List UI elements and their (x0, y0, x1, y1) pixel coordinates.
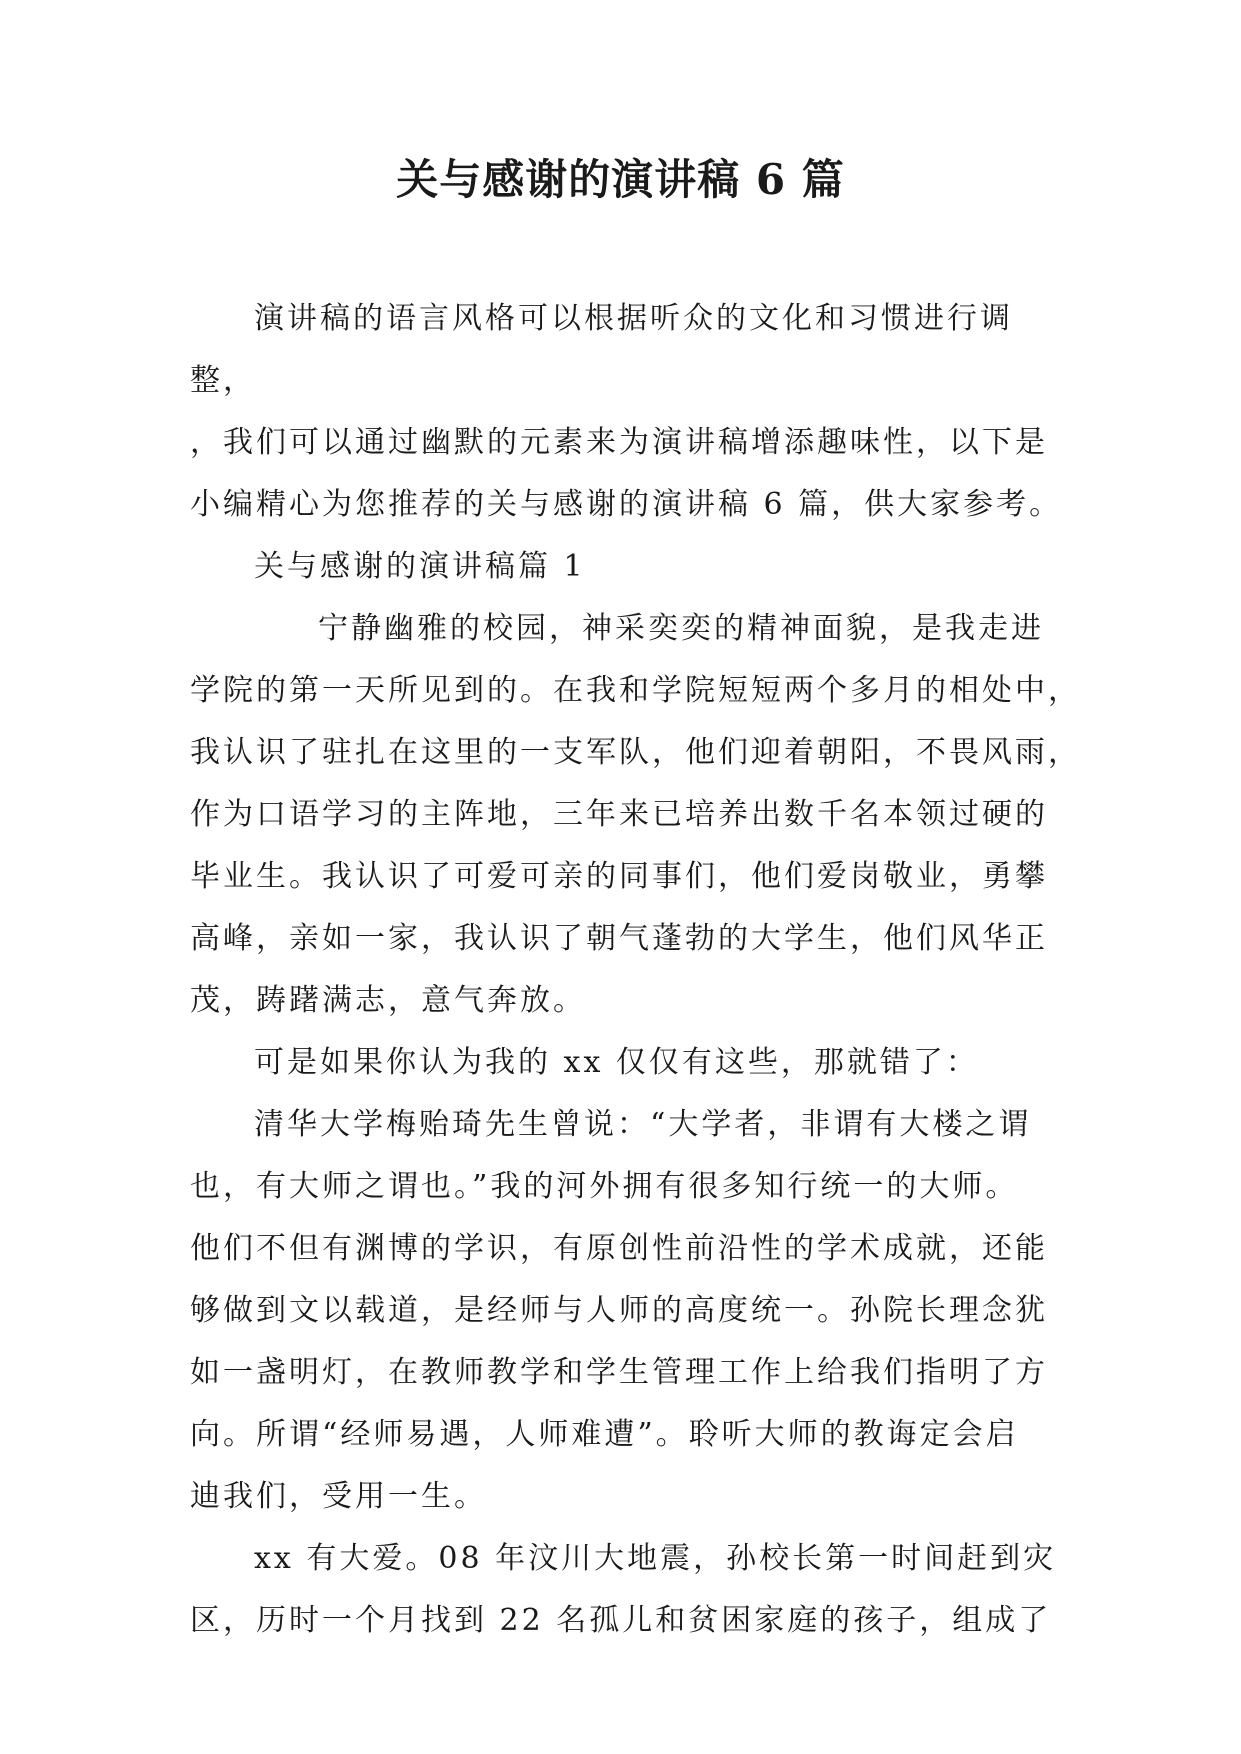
text-line: 清华大学梅贻琦先生曾说：“大学者，非谓有大楼之谓 (254, 1107, 1032, 1142)
text-line: 整， (190, 363, 256, 398)
text-line: 宁静幽雅的校园，神采奕奕的精神面貌，是我走进 (318, 611, 1044, 646)
text-line: 学院的第一天所见到的。在我和学院短短两个多月的相处中， (190, 673, 1081, 708)
document-title: 关与感谢的演讲稿 6 篇 (396, 155, 845, 204)
text-line: 如一盏明灯，在教师教学和学生管理工作上给我们指明了方 (190, 1355, 1048, 1390)
text-line: 小编精心为您推荐的关与感谢的演讲稿 6 篇，供大家参考。 (190, 487, 1063, 522)
text-line: 向。所谓“经师易遇，人师难遭”。聆听大师的教诲定会启 (190, 1417, 1019, 1452)
text-line: 演讲稿的语言风格可以根据听众的文化和习惯进行调 (254, 301, 1013, 336)
text-line: 我认识了驻扎在这里的一支军队，他们迎着朝阳，不畏风雨， (190, 735, 1081, 770)
text-line: 可是如果你认为我的 xx 仅仅有这些，那就错了： (254, 1045, 979, 1080)
text-line: 也，有大师之谓也。”我的河外拥有很多知行统一的大师。 (190, 1169, 1019, 1204)
text-line: 够做到文以载道，是经师与人师的高度统一。孙院长理念犹 (190, 1293, 1048, 1328)
document-body (190, 288, 1081, 1652)
text-line: 作为口语学习的主阵地，三年来已培养出数千名本领过硬的 (190, 797, 1048, 832)
text-line: 毕业生。我认识了可爱可亲的同事们，他们爱岗敬业，勇攀 (190, 859, 1048, 894)
text-line: 高峰，亲如一家，我认识了朝气蓬勃的大学生，他们风华正 (190, 921, 1048, 956)
text-line: 他们不但有渊博的学识，有原创性前沿性的学术成就，还能 (190, 1231, 1048, 1266)
text-line: 茂，踌躇满志，意气奔放。 (190, 983, 586, 1018)
text-line: xx 有大爱。08 年汶川大地震，孙校长第一时间赶到灾 (254, 1541, 1057, 1576)
text-line: ，我们可以通过幽默的元素来为演讲稿增添趣味性，以下是 (190, 425, 1048, 460)
text-line: 迪我们，受用一生。 (190, 1479, 487, 1514)
section-heading: 关与感谢的演讲稿篇 1 (254, 549, 586, 584)
text-line: 区，历时一个月找到 22 名孤儿和贫困家庭的孩子，组成了 (190, 1603, 1052, 1638)
